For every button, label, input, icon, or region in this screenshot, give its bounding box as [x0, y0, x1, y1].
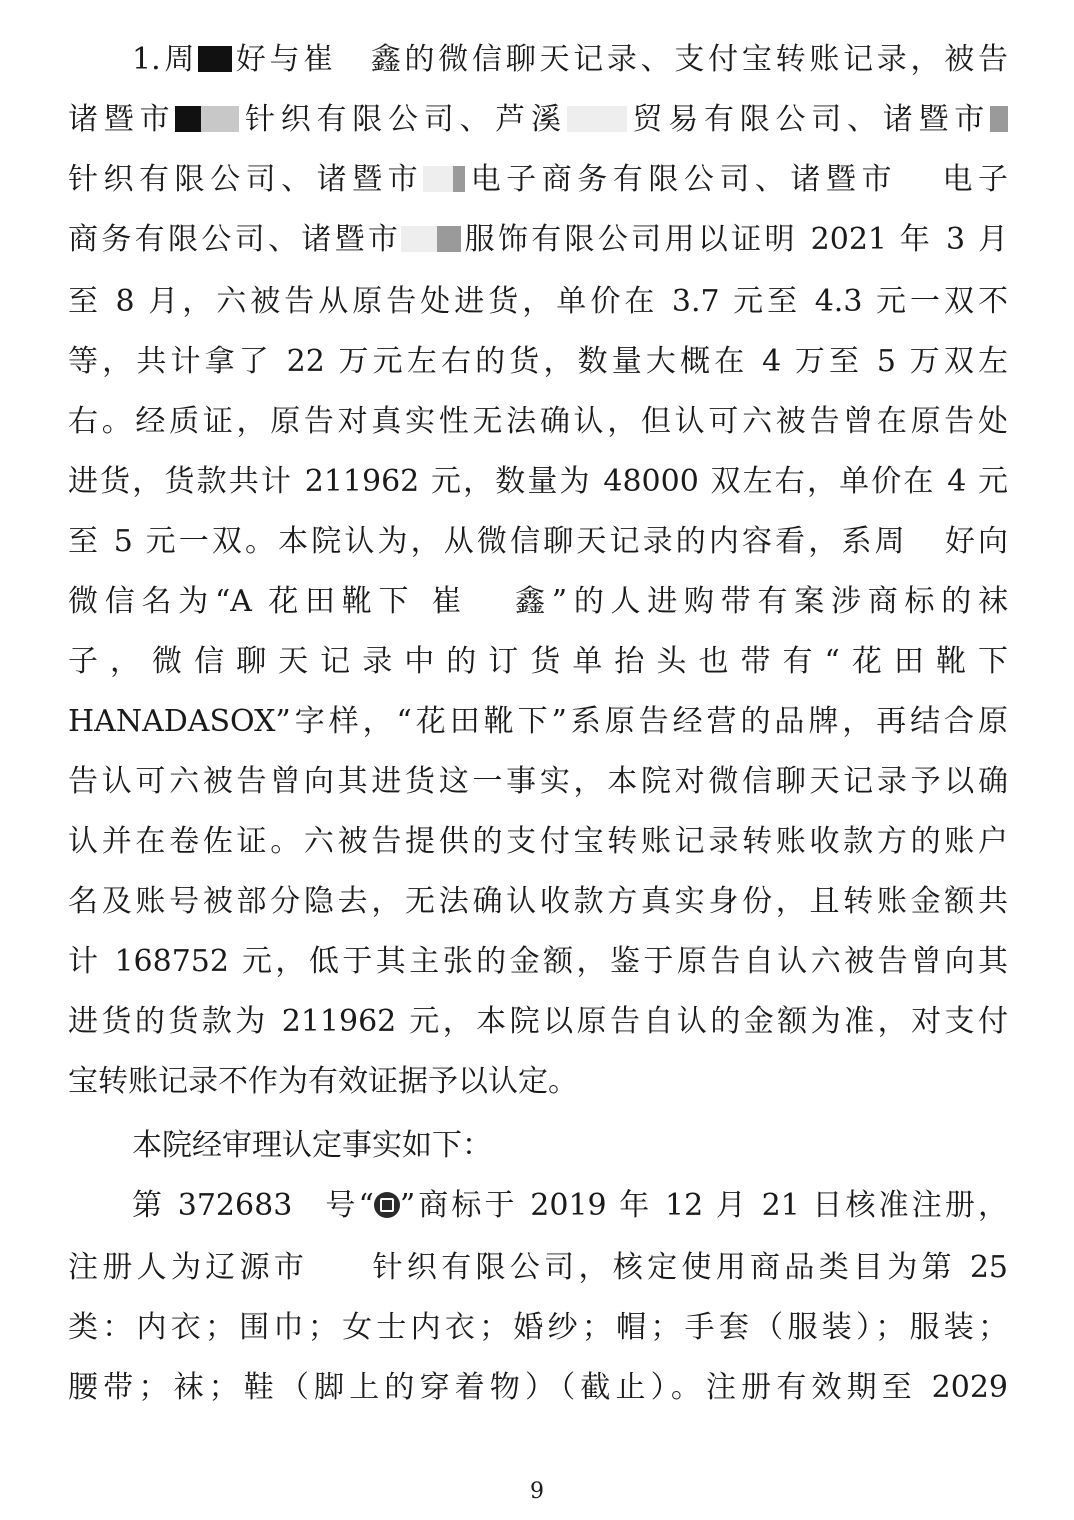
- text-line: 认并在卷佐证。六被告提供的支付宝转账记录转账收款方的账户: [68, 824, 1008, 859]
- redaction-block: [198, 46, 232, 72]
- text-line: [132, 1186, 1008, 1226]
- text-line: [132, 40, 1008, 80]
- text-line: 子，微信聊天记录中的订货单抬头也带有“花田靴下: [68, 644, 1008, 679]
- text-segment: 号“: [322, 1188, 374, 1223]
- text-line: 进货，货款共计 211962 元，数量为 48000 双左右，单价在 4 元: [68, 464, 1008, 499]
- text-line: 计 168752 元，低于其主张的金额，鉴于原告自认六被告曾向其: [68, 944, 1008, 979]
- text-line: 至 8 月，六被告从原告处进货，单价在 3.7 元至 4.3 元一双不: [68, 284, 1008, 319]
- redaction-block: [175, 106, 201, 132]
- text-line: 告认可六被告曾向其进货这一事实，本院对微信聊天记录予以确: [68, 764, 1008, 799]
- text-line: 宝转账记录不作为有效证据予以认定。: [68, 1064, 578, 1099]
- text-segment: 注册人为辽源市: [68, 1250, 309, 1285]
- text-segment: 好向: [941, 524, 1008, 559]
- text-segment: 针织有限公司、芦溪: [239, 102, 567, 137]
- text-line: 腰带；袜；鞋（脚上的穿着物）（截止）。注册有效期至 2029: [68, 1370, 1008, 1405]
- text-segment: 鑫的微信聊天记录、支付宝转账记录，被告: [367, 42, 1009, 77]
- text-line: HANADASOX”字样，“花田靴下”系原告经营的品牌，再结合原: [68, 704, 1008, 739]
- text-segment: 针织有限公司、诸暨市: [68, 162, 424, 197]
- text-segment: 诸暨市: [68, 102, 176, 137]
- text-line: 类：内衣；围巾；女士内衣；婚纱；帽；手套（服装）；服装；: [68, 1310, 1008, 1345]
- text-segment: 微信名为“A 花田靴下 崔: [68, 584, 469, 619]
- text-segment: ”商标于 2019 年 12 月 21 日核准注册，: [399, 1188, 1008, 1223]
- redaction-block: [453, 166, 465, 192]
- text-line: [68, 522, 1008, 562]
- text-line: [68, 220, 1008, 260]
- text-segment: 好与崔: [232, 42, 338, 77]
- text-line: [68, 1248, 1008, 1288]
- text-segment: 贸易有限公司、诸暨市: [626, 102, 990, 137]
- text-line: [68, 100, 1008, 140]
- text-segment: 第 372683: [132, 1188, 293, 1223]
- redaction-block: [990, 106, 1008, 132]
- text-segment: 1.周: [132, 42, 199, 77]
- text-segment: 服饰有限公司用以证明 2021 年 3 月: [461, 222, 1008, 257]
- text-line: [68, 160, 1008, 200]
- text-segment: 鑫”的人进购带有案涉商标的袜: [508, 584, 1008, 619]
- trademark-logo-icon: [374, 1192, 400, 1218]
- text-line: 本院经审理认定事实如下：: [132, 1128, 492, 1163]
- redaction-block: [201, 106, 239, 132]
- text-line: 进货的货款为 211962 元，本院以原告自认的金额为准，对支付: [68, 1004, 1008, 1039]
- text-segment: 电子: [936, 162, 1009, 197]
- redaction-block: [567, 106, 627, 132]
- text-line: 右。经质证，原告对真实性无法确认，但认可六被告曾在原告处: [68, 404, 1008, 439]
- text-line: 名及账号被部分隐去，无法确认收款方真实身份，且转账金额共: [68, 884, 1008, 919]
- text-segment: 商务有限公司、诸暨市: [68, 222, 402, 257]
- text-segment: 针织有限公司，核定使用商品类目为第 25: [368, 1250, 1008, 1285]
- text-line: 等，共计拿了 22 万元左右的货，数量大概在 4 万至 5 万双左: [68, 344, 1008, 379]
- page-number: 9: [530, 1479, 544, 1504]
- redaction-block: [437, 226, 461, 252]
- text-line: [68, 582, 1008, 622]
- text-segment: 至 5 元一双。本院认为，从微信聊天记录的内容看，系周: [68, 524, 908, 559]
- redaction-block: [423, 166, 453, 192]
- text-segment: 电子商务有限公司、诸暨市: [465, 162, 897, 197]
- redaction-block: [401, 226, 437, 252]
